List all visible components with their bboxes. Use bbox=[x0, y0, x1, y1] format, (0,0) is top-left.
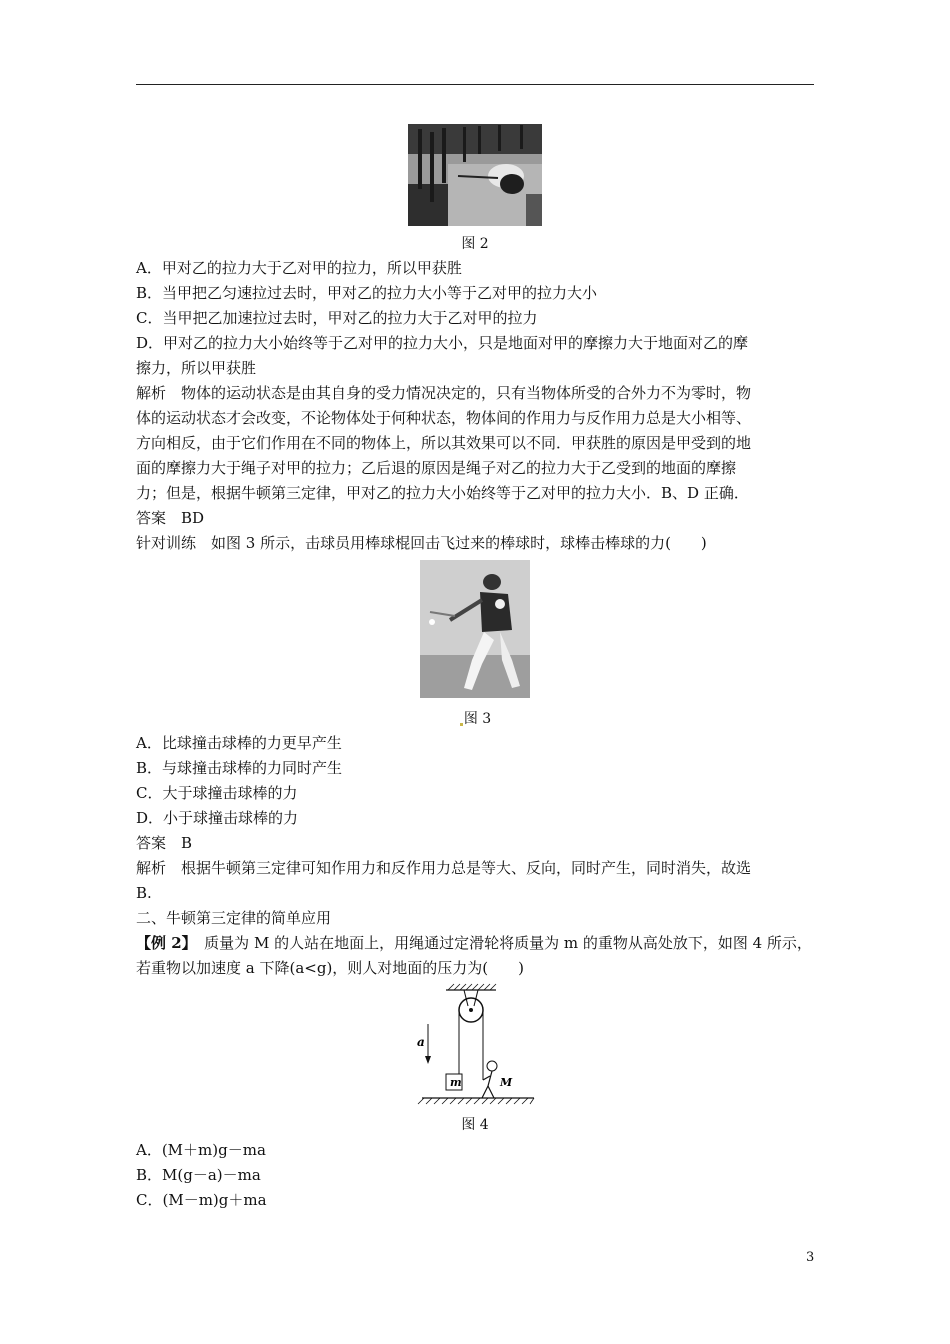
figure-4-caption: 图 4 bbox=[461, 1117, 489, 1133]
analysis-line: B. bbox=[136, 884, 152, 902]
figure-2-caption: 图 2 bbox=[461, 236, 489, 252]
option-b: B．与球撞击球棒的力同时产生 bbox=[136, 759, 343, 777]
option-a: A．甲对乙的拉力大于乙对甲的拉力，所以甲获胜 bbox=[136, 259, 462, 277]
example-2-question bbox=[136, 933, 812, 953]
option-d-continued: 擦力，所以甲获胜 bbox=[136, 359, 257, 377]
figure-3-photo bbox=[420, 560, 530, 698]
label-a: a bbox=[417, 1035, 425, 1049]
answer-text: 答案 B bbox=[136, 834, 193, 852]
example-2-question-continued: 若重物以加速度 a 下降(a<g)，则人对地面的压力为( ) bbox=[136, 959, 525, 977]
analysis-line: 解析 物体的运动状态是由其自身的受力情况决定的，只有当物体所受的合外力不为零时，物 bbox=[136, 384, 752, 402]
figure-2-photo bbox=[408, 124, 542, 226]
analysis-line: 面的摩擦力大于绳子对甲的拉力；乙后退的原因是绳子对乙的拉力大于乙受到的地面的摩擦 bbox=[136, 459, 737, 477]
figure-3-caption-text: 图 3 bbox=[463, 711, 492, 727]
analysis-line: 解析 根据牛顿第三定律可知作用力和反作用力总是等大、反向，同时产生，同时消失，故选 bbox=[136, 859, 752, 877]
option-b: B．当甲把乙匀速拉过去时，甲对乙的拉力大小等于乙对甲的拉力大小 bbox=[136, 284, 598, 302]
example-2-text: 质量为 M 的人站在地面上，用绳通过定滑轮将质量为 m 的重物从高处放下，如图 4 所示， bbox=[189, 934, 812, 952]
training-question: 针对训练 如图 3 所示，击球员用棒球棍回击飞过来的棒球时，球棒击棒球的力( ) bbox=[136, 534, 707, 552]
example-tag: 【例 2】 bbox=[136, 934, 190, 952]
figure-4-diagram bbox=[412, 980, 542, 1108]
option-c: C．(M－m)g＋ma bbox=[136, 1191, 267, 1209]
option-c: C．大于球撞击球棒的力 bbox=[136, 784, 298, 802]
option-a: A．比球撞击球棒的力更早产生 bbox=[136, 734, 342, 752]
option-d: D．小于球撞击球棒的力 bbox=[136, 809, 299, 827]
option-b: B．M(g－a)－ma bbox=[136, 1166, 261, 1184]
analysis-line: 方向相反，由于它们作用在不同的物体上，所以其效果可以不同．甲获胜的原因是甲受到的地 bbox=[136, 434, 752, 452]
figure-3-caption bbox=[445, 708, 505, 728]
header-rule bbox=[136, 84, 814, 85]
option-a: A．(M＋m)g－ma bbox=[136, 1141, 266, 1159]
label-M: M bbox=[500, 1076, 513, 1089]
page-number: 3 bbox=[806, 1250, 815, 1265]
section-title: 二、牛顿第三定律的简单应用 bbox=[136, 909, 332, 927]
option-c: C．当甲把乙加速拉过去时，甲对乙的拉力大于乙对甲的拉力 bbox=[136, 309, 538, 327]
label-m: m bbox=[450, 1076, 462, 1089]
option-d: D．甲对乙的拉力大小始终等于乙对甲的拉力大小，只是地面对甲的摩擦力大于地面对乙的摩 bbox=[136, 334, 749, 352]
answer-text: 答案 BD bbox=[136, 509, 205, 527]
stray-mark bbox=[460, 723, 463, 726]
analysis-line: 力；但是，根据牛顿第三定律，甲对乙的拉力大小始终等于乙对甲的拉力大小．B、D 正确． bbox=[136, 484, 749, 502]
analysis-line: 体的运动状态才会改变，不论物体处于何种状态，物体间的作用力与反作用力总是大小相等、 bbox=[136, 409, 752, 427]
